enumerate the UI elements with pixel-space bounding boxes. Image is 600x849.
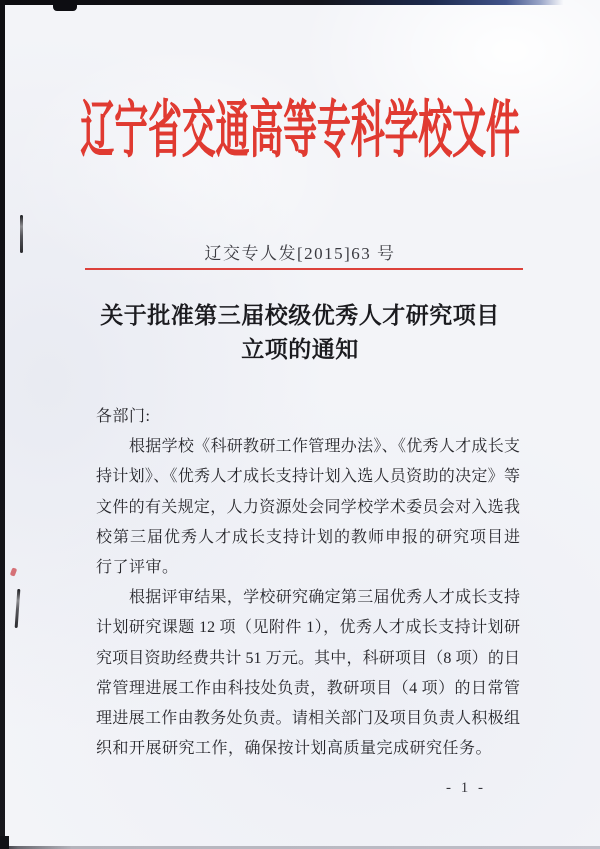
salutation: 各部门: bbox=[96, 408, 151, 425]
scanner-edge-notch bbox=[53, 0, 77, 11]
document-title-line2: 立项的通知 bbox=[241, 337, 359, 362]
red-separator-line bbox=[85, 268, 523, 270]
body-text-line: 校第三届优秀人才成长支持计划的教师申报的研究项目进 bbox=[96, 528, 520, 546]
body-text-line: 究项目资助经费共计 51 万元。其中，科研项目（8 项）的日 bbox=[96, 649, 520, 667]
red-ink-speck bbox=[10, 567, 17, 576]
document-number: 辽交专人发[2015]63 号 bbox=[204, 244, 396, 263]
body-text-line: 行了评审。 bbox=[96, 558, 179, 576]
document-title-line1: 关于批准第三届校级优秀人才研究项目 bbox=[100, 303, 500, 328]
body-text-line: 文件的有关规定，人力资源处会同学校学术委员会对入选我 bbox=[96, 498, 520, 516]
body-text-line: 持计划》、《优秀人才成长支持计划入选人员资助的决定》等 bbox=[96, 468, 520, 486]
letterhead-org-title: 辽宁省交通高等专科学校文件 bbox=[80, 97, 520, 165]
scanner-corner-mark bbox=[0, 836, 9, 849]
document-body bbox=[96, 402, 520, 764]
staple-mark-bottom bbox=[15, 589, 21, 628]
document-title bbox=[0, 299, 600, 367]
body-text-line: 根据学校《科研教研工作管理办法》、《优秀人才成长支 bbox=[129, 438, 520, 456]
body-text-line: 理进展工作由教务处负责。请相关部门及项目负责人积极组 bbox=[96, 709, 520, 727]
body-text-line: 常管理进展工作由科技处负责，教研项目（4 项）的日常管 bbox=[96, 679, 520, 697]
body-text-line: 计划研究课题 12 项（见附件 1），优秀人才成长支持计划研 bbox=[96, 619, 520, 637]
letterhead bbox=[0, 97, 600, 165]
body-text-line: 织和开展研究工作，确保按计划高质量完成研究任务。 bbox=[96, 740, 493, 758]
body-paragraph-lines bbox=[96, 432, 520, 764]
scanner-edge-top bbox=[0, 0, 575, 5]
page-number: - 1 - bbox=[446, 780, 486, 796]
body-text-line: 根据评审结果，学校研究确定第三届优秀人才成长支持 bbox=[129, 589, 520, 607]
